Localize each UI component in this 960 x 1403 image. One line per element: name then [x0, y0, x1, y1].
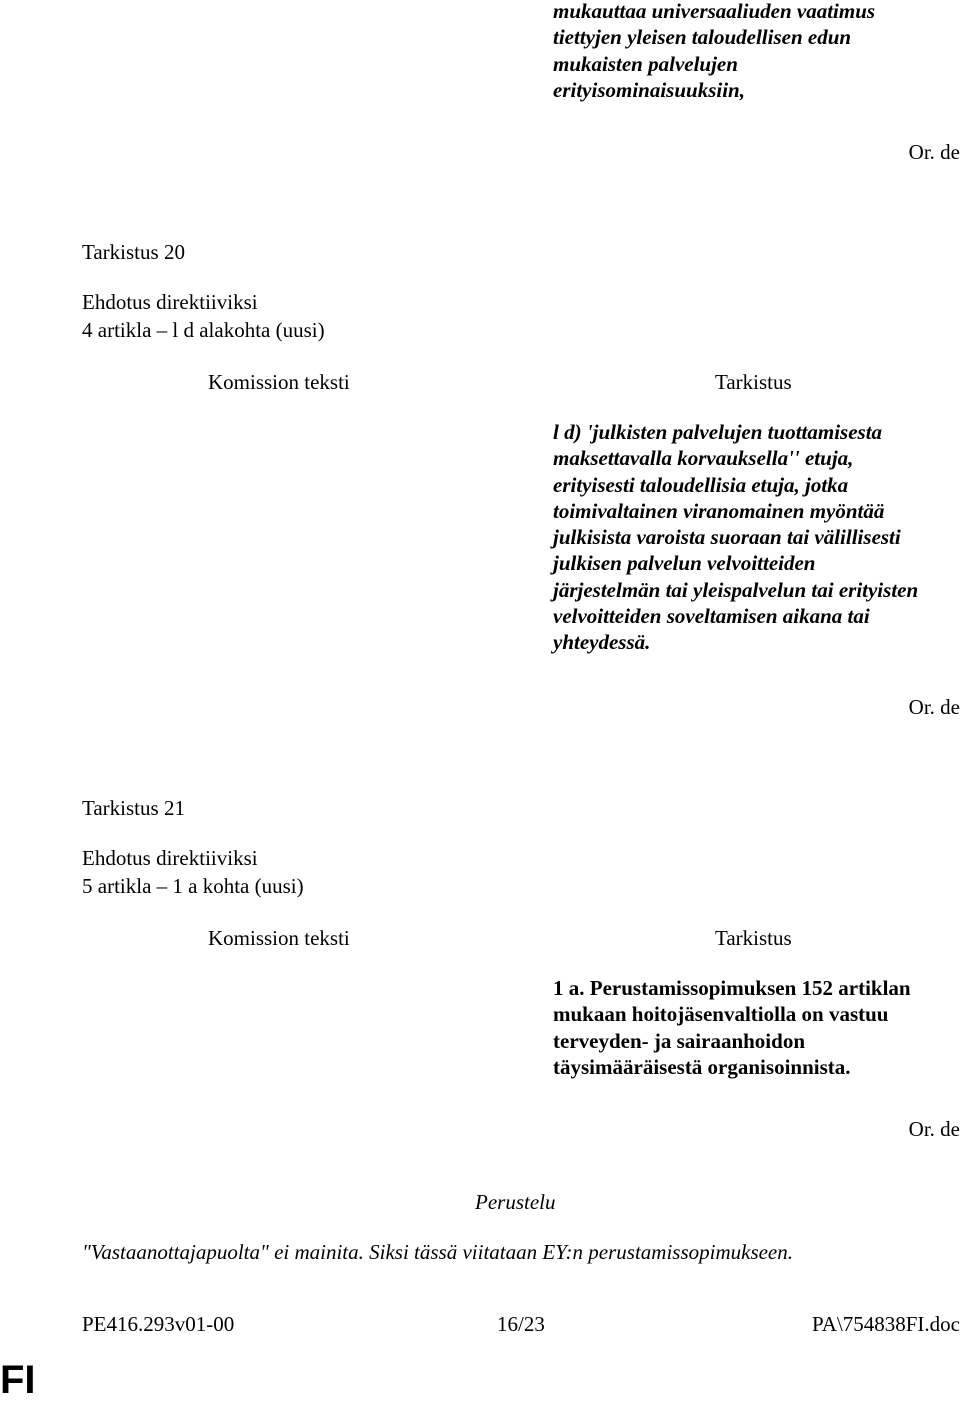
original-language-note: Or. de — [908, 1117, 960, 1141]
column-heading-amendment: Tarkistus — [715, 370, 792, 394]
language-code: FI — [0, 1358, 36, 1402]
proposal-label: Ehdotus direktiiviksi — [82, 290, 258, 314]
text-line: yhteydessä. — [553, 630, 651, 655]
text-line: 1 a. Perustamissopimuksen 152 artiklan — [553, 976, 911, 1000]
text-line: erityisesti taloudellisia etuja, jotka — [553, 472, 849, 497]
footer-document-number: PE416.293v01-00 — [82, 1312, 235, 1336]
article-reference: 4 artikla – l d alakohta (uusi) — [82, 318, 325, 342]
proposal-label: Ehdotus direktiiviksi — [82, 846, 258, 870]
text-line: velvoitteiden soveltamisen aikana tai — [553, 604, 870, 629]
amendment-text — [553, 419, 918, 656]
column-heading-amendment: Tarkistus — [715, 926, 792, 950]
text-line: täysimääräisestä organisoinnista. — [553, 1054, 851, 1079]
text-line: tiettyjen yleisen taloudellisen edun — [553, 25, 852, 50]
original-language-note: Or. de — [908, 140, 960, 164]
text-line: julkisen palvelun velvoitteiden — [553, 551, 816, 576]
text-line: toimivaltainen viranomainen myöntää — [553, 498, 885, 523]
text-line: mukaan hoitojäsenvaltiolla on vastuu — [553, 1002, 889, 1027]
text-line: maksettavalla korvauksella'' etuja, — [553, 446, 854, 471]
original-language-note: Or. de — [908, 695, 960, 719]
text-line: julkisista varoista suoraan tai välillisesti — [553, 525, 901, 550]
text-line: järjestelmän tai yleispalvelun tai erityisten — [553, 577, 919, 602]
justification-text: "Vastaanottajapuolta" ei mainita. Siksi tässä viitataan EY:n perustamissopimukseen. — [82, 1240, 794, 1264]
text-line: terveyden- ja sairaanhoidon — [553, 1028, 805, 1053]
text-line: mukauttaa universaaliuden vaatimus — [553, 0, 876, 23]
column-heading-commission: Komission teksti — [208, 370, 350, 394]
justification-heading: Perustelu — [475, 1190, 556, 1214]
amendment-title: Tarkistus 21 — [82, 796, 185, 820]
text-line: mukaisten palvelujen — [553, 51, 738, 76]
continued-paragraph — [553, 0, 875, 103]
text-line: erityisominaisuuksiin, — [553, 77, 745, 102]
article-reference: 5 artikla – 1 a kohta (uusi) — [82, 874, 304, 898]
footer-page-number: 16/23 — [497, 1312, 545, 1336]
amendment-title: Tarkistus 20 — [82, 240, 185, 264]
column-heading-commission: Komission teksti — [208, 926, 350, 950]
text-line: l d) 'julkisten palvelujen tuottamisesta — [553, 420, 883, 444]
amendment-text — [553, 975, 911, 1080]
footer-file-name: PA\754838FI.doc — [812, 1312, 960, 1336]
